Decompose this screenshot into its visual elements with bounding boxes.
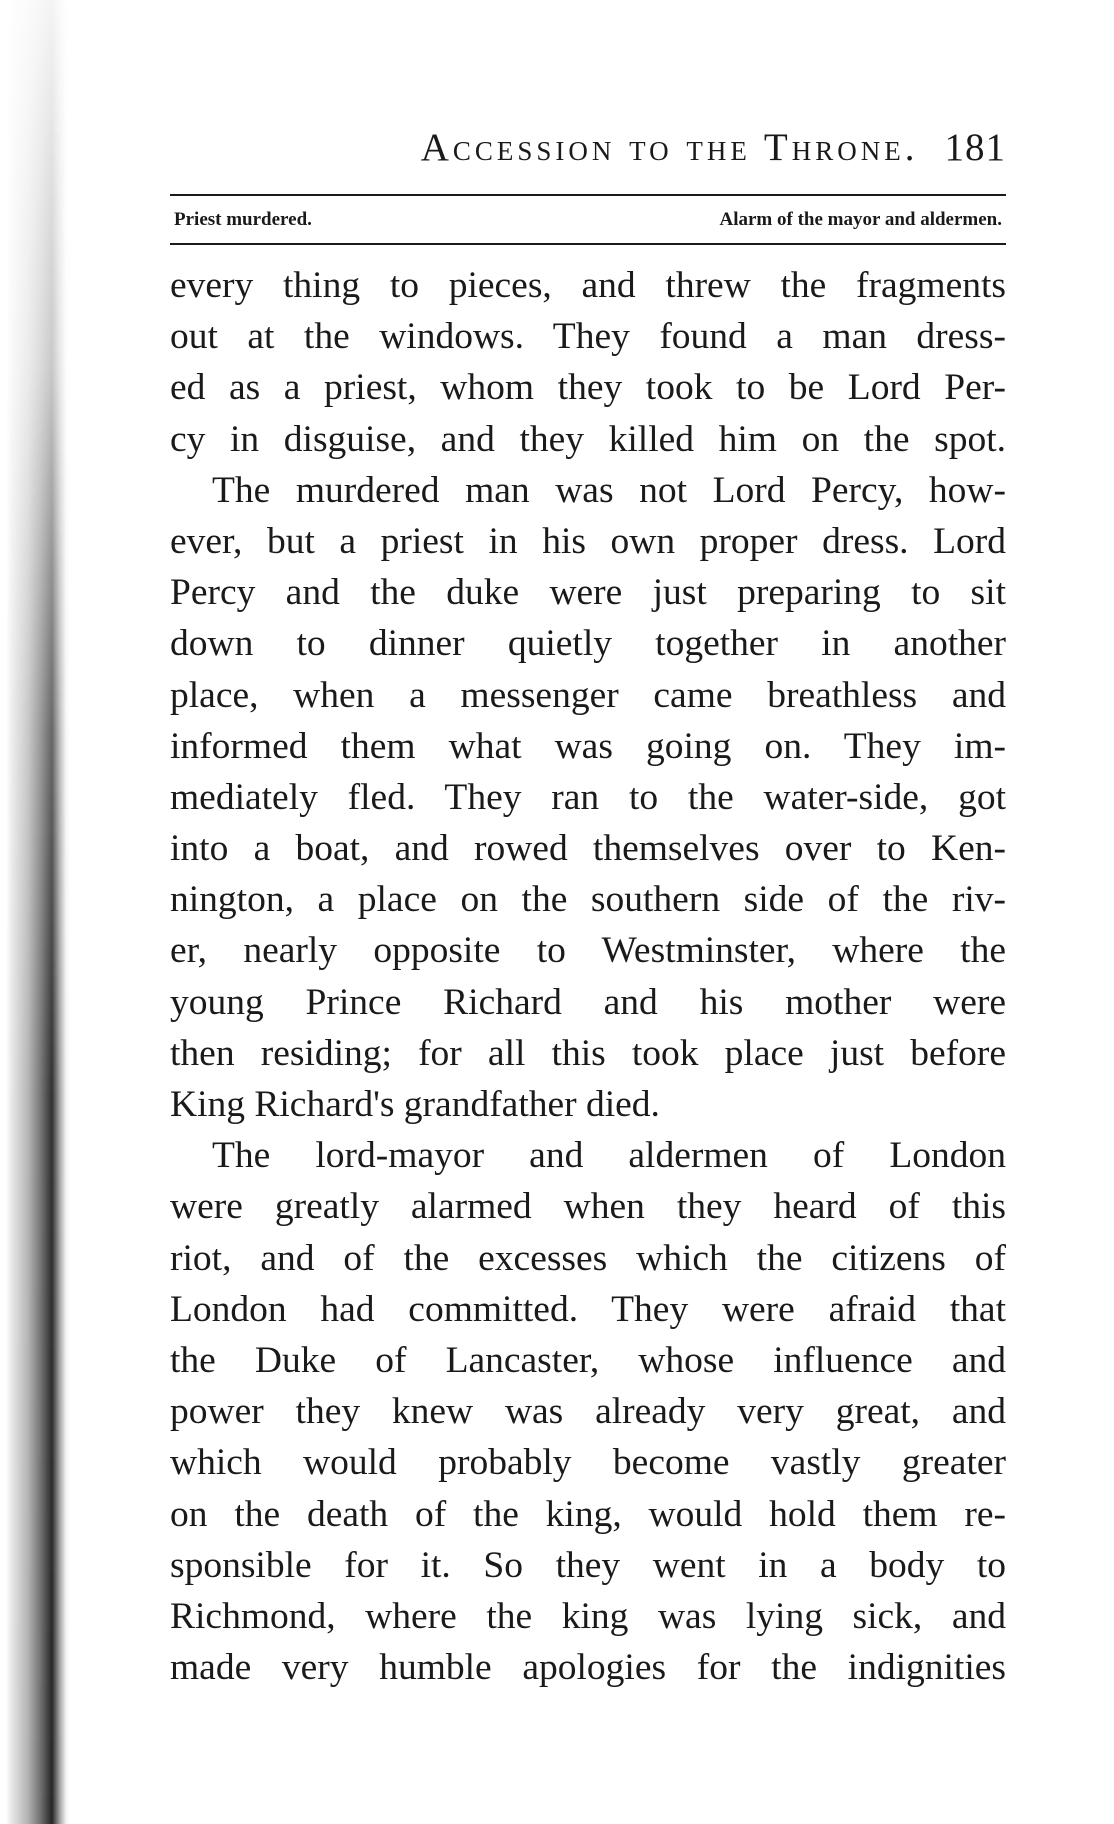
text-line: cy in disguise, and they killed him on the spot.	[170, 418, 1006, 460]
text-line: ever, but a priest in his own proper dress. Lord	[170, 520, 1006, 562]
text-line: Percy and the duke were just preparing to sit	[170, 572, 1006, 614]
text-line: were greatly alarmed when they heard of this	[170, 1186, 1006, 1228]
scanned-gutter-shadow	[0, 0, 70, 1824]
paragraph-end-line: King Richard's grandfather died.	[170, 1084, 660, 1125]
text-line: sponsible for it. So they went in a body to	[170, 1544, 1006, 1586]
text-line: the Duke of Lancaster, whose influence and	[170, 1339, 1006, 1381]
summary-left: Priest murdered.	[174, 209, 312, 230]
text-line: young Prince Richard and his mother were	[170, 981, 1006, 1023]
paragraph-start-line: The lord-mayor and aldermen of London	[212, 1135, 1006, 1177]
chapter-title: Accession to the Throne.	[420, 126, 919, 169]
paragraph-start-line: The murdered man was not Lord Percy, how-	[212, 469, 1006, 511]
summary-right: Alarm of the mayor and aldermen.	[719, 209, 1002, 230]
text-line: er, nearly opposite to Westminster, where the	[170, 930, 1006, 972]
text-line: London had committed. They were afraid that	[170, 1288, 1006, 1330]
header-rule-top	[170, 194, 1006, 196]
body-text	[170, 260, 1006, 1693]
text-line: out at the windows. They found a man dress-	[170, 316, 1006, 358]
text-line: down to dinner quietly together in another	[170, 623, 1006, 665]
text-line: on the death of the king, would hold them re-	[170, 1493, 1006, 1535]
text-line: riot, and of the excesses which the citizens of	[170, 1237, 1006, 1279]
text-line: ed as a priest, whom they took to be Lord Per-	[170, 367, 1006, 409]
text-line: into a boat, and rowed themselves over to Ken-	[170, 828, 1006, 870]
running-head	[170, 118, 1006, 178]
marginal-summary	[174, 204, 1002, 236]
text-line: power they knew was already very great, and	[170, 1391, 1006, 1433]
text-line: made very humble apologies for the indignities	[170, 1647, 1006, 1689]
text-line: Richmond, where the king was lying sick, and	[170, 1595, 1006, 1637]
text-line: mediately fled. They ran to the water-side, got	[170, 776, 1006, 818]
text-line: which would probably become vastly greater	[170, 1442, 1006, 1484]
text-line: every thing to pieces, and threw the fragments	[170, 265, 1006, 306]
header-rule-bottom	[170, 243, 1006, 245]
text-line: place, when a messenger came breathless and	[170, 674, 1006, 716]
page-number: 181	[944, 126, 1006, 169]
text-line: then residing; for all this took place just before	[170, 1032, 1006, 1074]
text-line: informed them what was going on. They im-	[170, 725, 1006, 767]
text-line: nington, a place on the southern side of the riv-	[170, 879, 1006, 921]
